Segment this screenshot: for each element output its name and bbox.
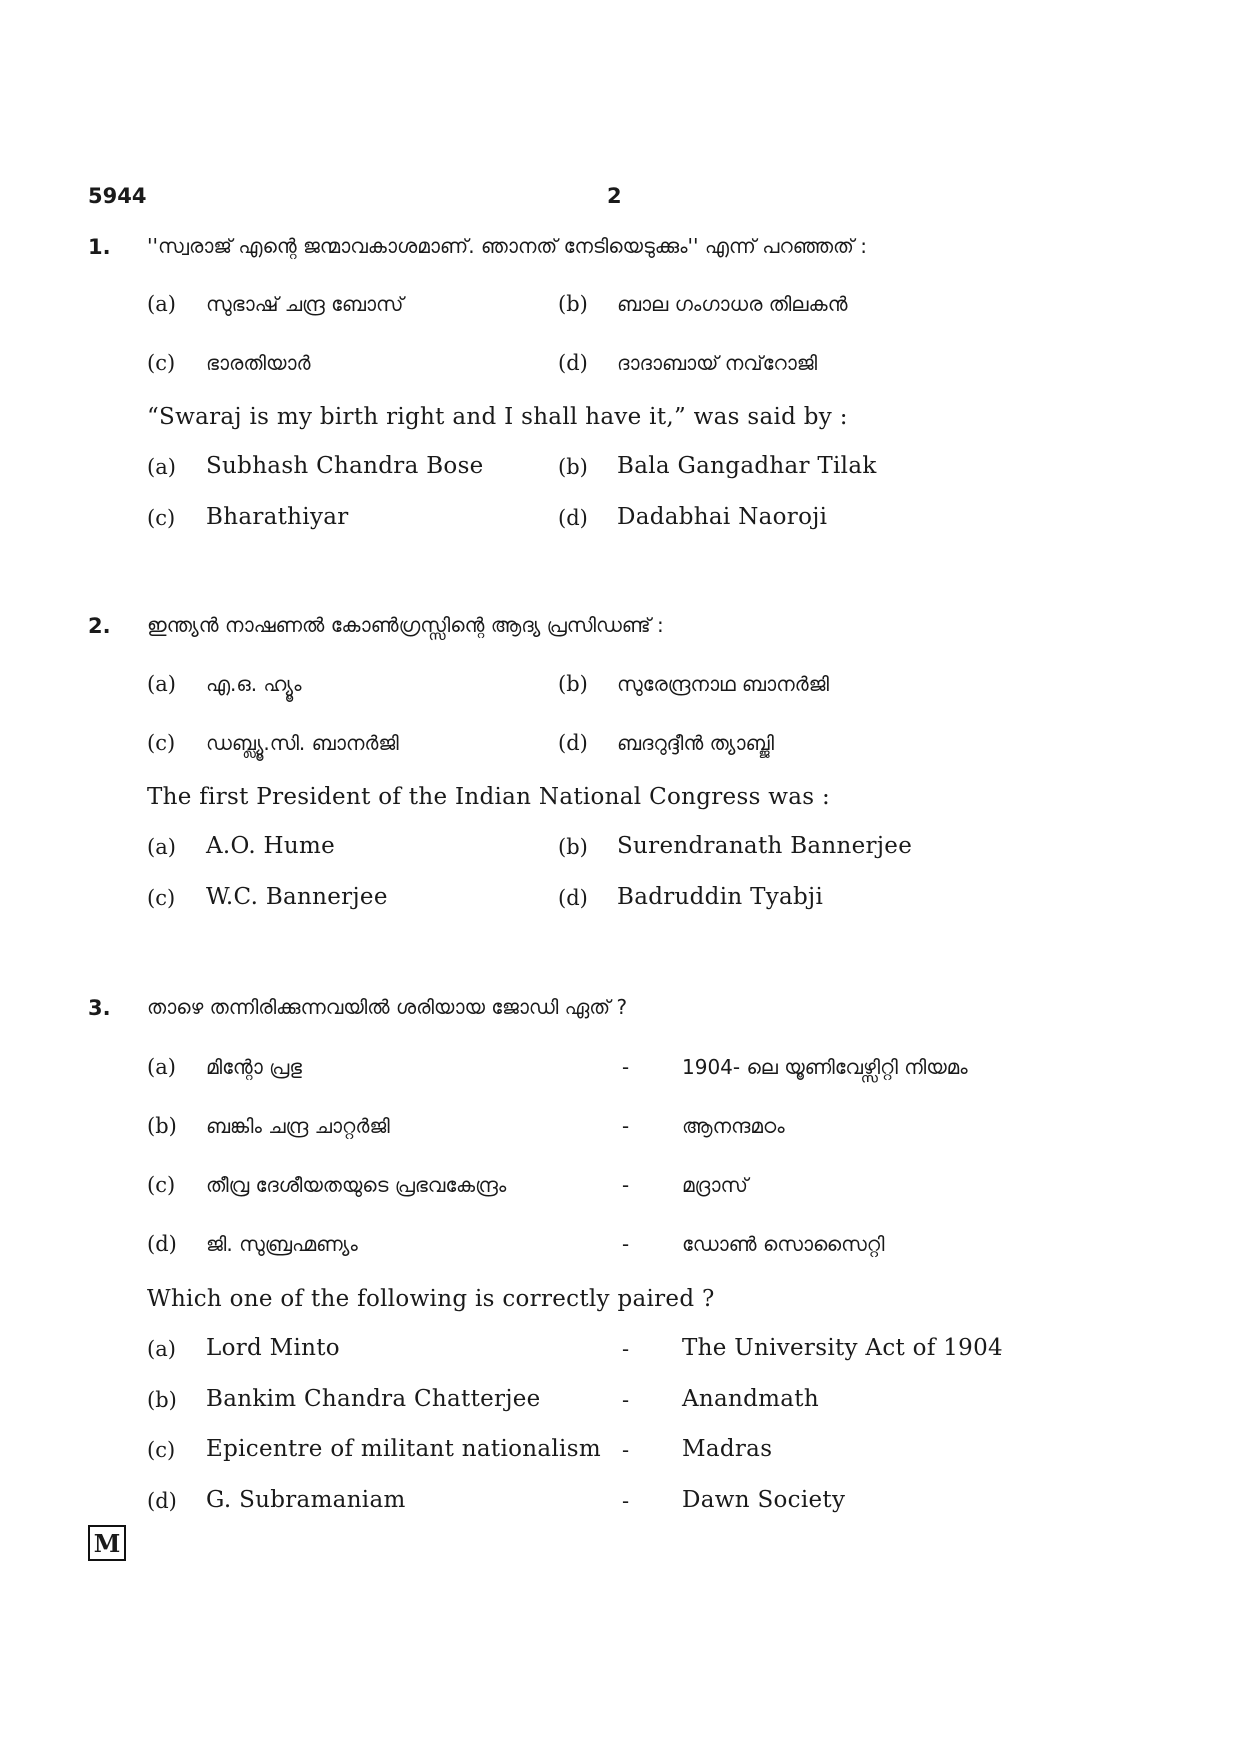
pair-left-ml: മിന്റോ പ്രഭു [206, 1055, 302, 1079]
pair-dash: - [622, 1337, 630, 1361]
option-text-en: Badruddin Tyabji [617, 884, 824, 910]
pair-label: (b) [147, 1114, 177, 1138]
option-label: (d) [558, 351, 588, 375]
pair-dash: - [622, 1232, 630, 1256]
pair-left-ml: ജി. സുബ്രഹ്മണ്യം [206, 1232, 358, 1256]
pair-label: (a) [147, 1055, 176, 1079]
paper-code: 5944 [88, 184, 147, 208]
question-number: 2. [88, 614, 111, 638]
option-label: (b) [558, 292, 588, 316]
option-label: (b) [558, 455, 588, 479]
pair-label: (d) [147, 1232, 177, 1256]
pair-label: (a) [147, 1337, 176, 1361]
option-label: (c) [147, 886, 176, 910]
pair-right-en: Dawn Society [682, 1487, 846, 1513]
pair-dash: - [622, 1438, 630, 1462]
option-label: (a) [147, 455, 176, 479]
question-number: 1. [88, 235, 111, 259]
medium-mark-box: M [88, 1525, 126, 1561]
question-text-ml: ''സ്വരാജ് എന്റെ ജന്മാവകാശമാണ്. ഞാനത് നേടിയെടുക്കും'' എന്ന് പറഞ്ഞത് : [147, 234, 867, 258]
option-label: (d) [558, 731, 588, 755]
pair-left-en: Bankim Chandra Chatterjee [206, 1386, 541, 1412]
option-text-en: A.O. Hume [206, 833, 336, 859]
pair-left-en: G. Subramaniam [206, 1487, 406, 1513]
option-text-ml: ദാദാബായ് നവ്‌റോജി [617, 351, 818, 375]
option-label: (a) [147, 292, 176, 316]
option-label: (c) [147, 731, 176, 755]
pair-right-ml: ഡോൺ സൊസൈറ്റി [682, 1232, 885, 1256]
pair-dash: - [622, 1055, 630, 1079]
pair-right-ml: മദ്രാസ് [682, 1173, 748, 1197]
option-text-ml: ബാല ഗംഗാധര തിലകൻ [617, 292, 848, 316]
question-text-ml: താഴെ തന്നിരിക്കുന്നവയിൽ ശരിയായ ജോഡി ഏത് ? [147, 995, 628, 1019]
option-text-en: W.C. Bannerjee [206, 884, 388, 910]
option-text-ml: സുഭാഷ് ചന്ദ്ര ബോസ് [206, 292, 404, 316]
pair-dash: - [622, 1114, 630, 1138]
pair-dash: - [622, 1489, 630, 1513]
pair-right-en: Madras [682, 1436, 773, 1462]
pair-label: (c) [147, 1173, 176, 1197]
option-label: (c) [147, 351, 176, 375]
pair-label: (c) [147, 1438, 176, 1462]
option-label: (a) [147, 835, 176, 859]
option-text-ml: സുരേന്ദ്രനാഥ ബാനർജി [617, 672, 829, 696]
option-label: (a) [147, 672, 176, 696]
pair-left-en: Lord Minto [206, 1335, 340, 1361]
option-text-en: Surendranath Bannerjee [617, 833, 913, 859]
pair-left-en: Epicentre of militant nationalism [206, 1436, 601, 1462]
question-text-en: “Swaraj is my birth right and I shall have it,” was said by : [147, 404, 848, 430]
pair-label: (b) [147, 1388, 177, 1412]
pair-right-ml: ആനന്ദമഠം [682, 1114, 785, 1138]
option-text-ml: എ.ഒ. ഹ്യൂം [206, 672, 302, 696]
option-label: (d) [558, 506, 588, 530]
page-number: 2 [607, 184, 622, 208]
option-label: (b) [558, 835, 588, 859]
option-text-en: Dadabhai Naoroji [617, 504, 828, 530]
pair-dash: - [622, 1173, 630, 1197]
pair-label: (d) [147, 1489, 177, 1513]
pair-left-ml: തീവ്ര ദേശീയതയുടെ പ്രഭവകേന്ദ്രം [206, 1173, 507, 1197]
question-text-en: The first President of the Indian National Congress was : [147, 784, 831, 810]
option-label: (c) [147, 506, 176, 530]
pair-right-en: Anandmath [682, 1386, 819, 1412]
option-text-ml: ഭാരതിയാർ [206, 351, 311, 375]
pair-left-ml: ബങ്കിം ചന്ദ്ര ചാറ്റർജി [206, 1114, 390, 1138]
question-text-ml: ഇന്ത്യൻ നാഷണൽ കോൺഗ്രസ്സിന്റെ ആദ്യ പ്രസിഡണ്ട് : [147, 613, 664, 637]
option-text-en: Bala Gangadhar Tilak [617, 453, 877, 479]
pair-right-en: The University Act of 1904 [682, 1335, 1003, 1361]
option-label: (d) [558, 886, 588, 910]
pair-right-ml: 1904- ലെ യൂണിവേഴ്സിറ്റി നിയമം [682, 1055, 968, 1079]
option-text-ml: ഡബ്ല്യൂ.സി. ബാനർജി [206, 731, 399, 755]
option-text-ml: ബദറുദ്ദീൻ ത്യാബ്ജി [617, 731, 774, 755]
option-label: (b) [558, 672, 588, 696]
question-text-en: Which one of the following is correctly paired ? [147, 1286, 715, 1312]
option-text-en: Bharathiyar [206, 504, 349, 530]
option-text-en: Subhash Chandra Bose [206, 453, 484, 479]
question-number: 3. [88, 996, 111, 1020]
pair-dash: - [622, 1388, 630, 1412]
